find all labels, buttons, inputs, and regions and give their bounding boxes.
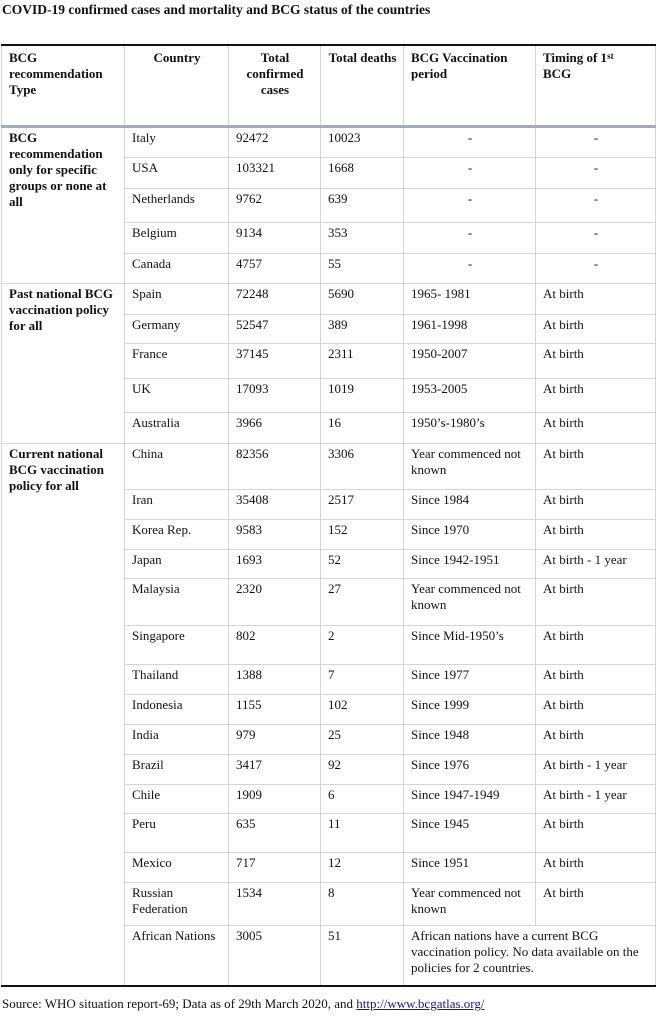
cell-timing: At birth — [536, 283, 656, 314]
cell-country: Belgium — [125, 222, 229, 253]
table-row — [2, 283, 656, 314]
cell-period: Since 1976 — [404, 754, 536, 784]
cell-cases: 2320 — [229, 578, 321, 625]
cell-period: Since 1942-1951 — [404, 549, 536, 578]
cell-period: - — [404, 126, 536, 157]
cell-period: Year commenced not known — [404, 443, 536, 489]
cell-cases: 82356 — [229, 443, 321, 489]
header-row — [2, 45, 656, 126]
cell-country: Canada — [125, 253, 229, 283]
cell-period: Year commenced not known — [404, 578, 536, 625]
cell-country: Germany — [125, 314, 229, 343]
header-country: Country — [125, 45, 229, 126]
cell-country: Brazil — [125, 754, 229, 784]
cell-deaths: 3306 — [321, 443, 404, 489]
cell-period: Year commenced not known — [404, 882, 536, 925]
cell-deaths: 102 — [321, 694, 404, 724]
cell-cases: 3005 — [229, 925, 321, 986]
cell-period: Since 1977 — [404, 664, 536, 694]
cell-cases: 9134 — [229, 222, 321, 253]
source-link[interactable]: http://www.bcgatlas.org/ — [356, 996, 485, 1011]
cell-period: Since 1970 — [404, 519, 536, 549]
cell-cases: 1388 — [229, 664, 321, 694]
cell-country: Thailand — [125, 664, 229, 694]
cell-country: USA — [125, 157, 229, 188]
cell-deaths: 152 — [321, 519, 404, 549]
cell-cases: 52547 — [229, 314, 321, 343]
cell-country: Italy — [125, 126, 229, 157]
group-label: Past national BCG vaccination policy for all — [2, 283, 125, 443]
cell-deaths: 27 — [321, 578, 404, 625]
cell-period: 1950-2007 — [404, 343, 536, 378]
cell-deaths: 16 — [321, 412, 404, 443]
header-period: BCG Vaccination period — [404, 45, 536, 126]
cell-period: - — [404, 253, 536, 283]
cell-period: Since Mid-1950’s — [404, 625, 536, 664]
header-cases: Total confirmed cases — [229, 45, 321, 126]
cell-deaths: 2 — [321, 625, 404, 664]
cell-period: Since 1951 — [404, 852, 536, 882]
cell-deaths: 12 — [321, 852, 404, 882]
cell-timing: - — [536, 126, 656, 157]
cell-deaths: 92 — [321, 754, 404, 784]
cell-country: Singapore — [125, 625, 229, 664]
group-label: Current national BCG vaccination policy for all — [2, 443, 125, 986]
cell-cases: 72248 — [229, 283, 321, 314]
cell-deaths: 51 — [321, 925, 404, 986]
source-text: Source: WHO situation report-69; Data as of 29th March 2020, and — [2, 996, 357, 1011]
cell-timing: - — [536, 188, 656, 222]
cell-deaths: 1019 — [321, 378, 404, 412]
cell-period: 1953-2005 — [404, 378, 536, 412]
cell-deaths: 639 — [321, 188, 404, 222]
cell-period-note: African nations have a current BCG vaccination policy. No data available on the policies for 2 countries. — [404, 925, 656, 986]
cell-country: France — [125, 343, 229, 378]
cell-timing: At birth — [536, 443, 656, 489]
cell-cases: 979 — [229, 724, 321, 754]
cell-period: 1965- 1981 — [404, 283, 536, 314]
cell-deaths: 25 — [321, 724, 404, 754]
cell-country: Chile — [125, 784, 229, 813]
cell-cases: 802 — [229, 625, 321, 664]
cell-timing: At birth — [536, 578, 656, 625]
cell-period: Since 1999 — [404, 694, 536, 724]
cell-country: Malaysia — [125, 578, 229, 625]
cell-deaths: 2517 — [321, 489, 404, 519]
header-type: BCG recommendation Type — [2, 45, 125, 126]
cell-cases: 92472 — [229, 126, 321, 157]
cell-deaths: 8 — [321, 882, 404, 925]
cell-cases: 1534 — [229, 882, 321, 925]
bcg-covid-table — [1, 44, 656, 987]
source-note — [2, 996, 484, 1012]
cell-timing: At birth - 1 year — [536, 784, 656, 813]
cell-country: African Nations — [125, 925, 229, 986]
cell-country: Netherlands — [125, 188, 229, 222]
cell-cases: 35408 — [229, 489, 321, 519]
cell-cases: 3966 — [229, 412, 321, 443]
header-timing — [536, 45, 656, 126]
header-timing-prefix: Timing of 1 — [543, 50, 608, 65]
cell-timing: At birth — [536, 694, 656, 724]
cell-country: Russian Federation — [125, 882, 229, 925]
cell-country: Peru — [125, 813, 229, 852]
cell-country: Korea Rep. — [125, 519, 229, 549]
table-row — [2, 443, 656, 489]
cell-timing: - — [536, 253, 656, 283]
cell-cases: 17093 — [229, 378, 321, 412]
cell-deaths: 1668 — [321, 157, 404, 188]
cell-country: Australia — [125, 412, 229, 443]
cell-deaths: 5690 — [321, 283, 404, 314]
cell-cases: 1693 — [229, 549, 321, 578]
cell-timing: - — [536, 222, 656, 253]
cell-cases: 3417 — [229, 754, 321, 784]
cell-country: Spain — [125, 283, 229, 314]
cell-period: 1961-1998 — [404, 314, 536, 343]
cell-period: 1950’s-1980’s — [404, 412, 536, 443]
cell-timing: At birth — [536, 852, 656, 882]
cell-deaths: 11 — [321, 813, 404, 852]
cell-timing: At birth — [536, 314, 656, 343]
cell-cases: 4757 — [229, 253, 321, 283]
cell-country: Indonesia — [125, 694, 229, 724]
cell-timing: At birth — [536, 813, 656, 852]
cell-cases: 37145 — [229, 343, 321, 378]
cell-cases: 1909 — [229, 784, 321, 813]
cell-period: - — [404, 157, 536, 188]
cell-country: Mexico — [125, 852, 229, 882]
cell-country: China — [125, 443, 229, 489]
cell-period: Since 1948 — [404, 724, 536, 754]
cell-deaths: 10023 — [321, 126, 404, 157]
cell-deaths: 55 — [321, 253, 404, 283]
cell-deaths: 389 — [321, 314, 404, 343]
table-title: COVID-19 confirmed cases and mortality and BCG status of the countries — [2, 2, 431, 17]
cell-period: Since 1947-1949 — [404, 784, 536, 813]
cell-cases: 9583 — [229, 519, 321, 549]
cell-timing: At birth — [536, 412, 656, 443]
cell-cases: 635 — [229, 813, 321, 852]
cell-cases: 1155 — [229, 694, 321, 724]
cell-cases: 103321 — [229, 157, 321, 188]
cell-period: - — [404, 222, 536, 253]
cell-timing: At birth — [536, 664, 656, 694]
header-deaths: Total deaths — [321, 45, 404, 126]
cell-country: UK — [125, 378, 229, 412]
cell-timing: At birth — [536, 625, 656, 664]
cell-country: India — [125, 724, 229, 754]
cell-deaths: 6 — [321, 784, 404, 813]
cell-cases: 9762 — [229, 188, 321, 222]
cell-cases: 717 — [229, 852, 321, 882]
cell-timing: At birth - 1 year — [536, 754, 656, 784]
cell-timing: At birth — [536, 343, 656, 378]
cell-timing: At birth — [536, 882, 656, 925]
cell-timing: At birth — [536, 519, 656, 549]
cell-deaths: 7 — [321, 664, 404, 694]
cell-timing: At birth — [536, 378, 656, 412]
cell-deaths: 52 — [321, 549, 404, 578]
header-timing-sup: st — [607, 51, 614, 61]
cell-timing: At birth — [536, 489, 656, 519]
cell-timing: At birth — [536, 724, 656, 754]
header-timing-suffix: BCG — [543, 66, 572, 81]
cell-period: - — [404, 188, 536, 222]
table-row — [2, 126, 656, 157]
group-label: BCG recommendation only for specific groups or none at all — [2, 126, 125, 283]
cell-country: Iran — [125, 489, 229, 519]
cell-period: Since 1945 — [404, 813, 536, 852]
cell-timing: At birth - 1 year — [536, 549, 656, 578]
cell-country: Japan — [125, 549, 229, 578]
cell-deaths: 2311 — [321, 343, 404, 378]
cell-timing: - — [536, 157, 656, 188]
cell-period: Since 1984 — [404, 489, 536, 519]
cell-deaths: 353 — [321, 222, 404, 253]
